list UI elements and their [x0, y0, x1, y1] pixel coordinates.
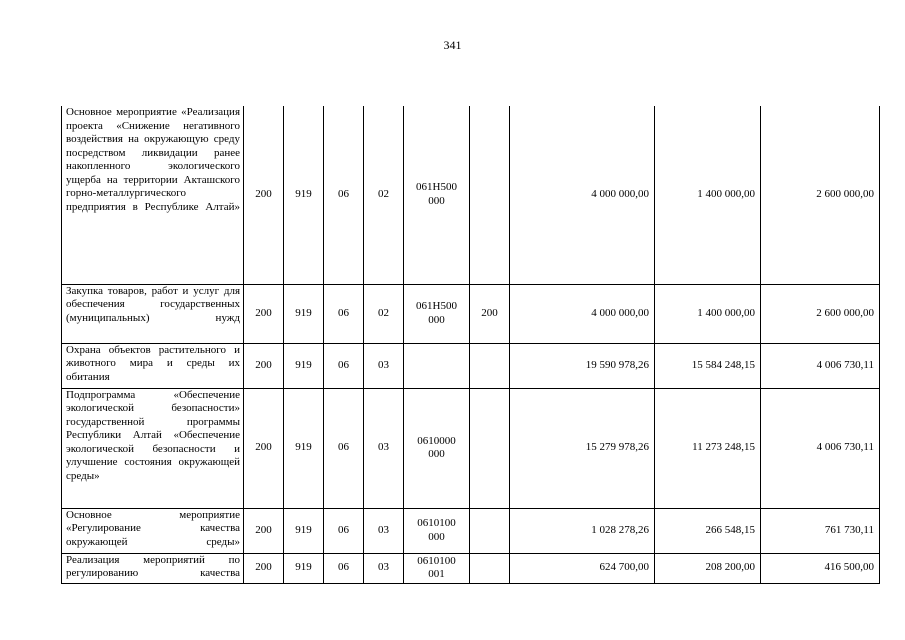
cell-amount-3: 4 006 730,11	[761, 388, 880, 508]
page-number: 341	[443, 38, 462, 52]
row-name: Основное мероприятие «Реализация проекта «Снижение негативного воздействия на окружающую среду посредством ликвидации ранее накопленного экологического ущерба на территории Акташского горно-металлургического предприятия в Республике Алтай»	[62, 106, 244, 284]
cell-code-1: 200	[244, 508, 284, 553]
cell-code-6: 200	[470, 284, 510, 343]
cell-code-3: 06	[324, 343, 364, 388]
cell-code-2: 919	[284, 284, 324, 343]
cell-amount-3: 2 600 000,00	[761, 106, 880, 284]
cell-code-6	[470, 343, 510, 388]
cell-amount-3: 416 500,00	[761, 553, 880, 583]
cell-code-1: 200	[244, 284, 284, 343]
cell-code-6	[470, 388, 510, 508]
table-row	[62, 508, 880, 553]
cell-code-1: 200	[244, 106, 284, 284]
cell-amount-1: 1 028 278,26	[510, 508, 655, 553]
cell-code-5: 0610100 000	[404, 508, 470, 553]
cell-amount-1: 624 700,00	[510, 553, 655, 583]
table-row	[62, 284, 880, 343]
cell-amount-1: 15 279 978,26	[510, 388, 655, 508]
cell-amount-2: 11 273 248,15	[655, 388, 761, 508]
cell-code-4: 03	[364, 388, 404, 508]
table-row	[62, 106, 880, 284]
cell-code-4: 03	[364, 343, 404, 388]
table-row	[62, 388, 880, 508]
cell-amount-2: 208 200,00	[655, 553, 761, 583]
row-name: Основное мероприятие «Регулирование качества окружающей среды»	[62, 508, 244, 553]
cell-amount-3: 4 006 730,11	[761, 343, 880, 388]
cell-code-4: 02	[364, 284, 404, 343]
cell-code-3: 06	[324, 388, 364, 508]
cell-code-2: 919	[284, 508, 324, 553]
cell-code-5: 0610100 001	[404, 553, 470, 583]
cell-code-5: 061H500 000	[404, 106, 470, 284]
cell-code-6	[470, 508, 510, 553]
cell-code-5: 0610000 000	[404, 388, 470, 508]
cell-code-1: 200	[244, 343, 284, 388]
cell-code-3: 06	[324, 106, 364, 284]
cell-code-5	[404, 343, 470, 388]
cell-amount-1: 4 000 000,00	[510, 284, 655, 343]
cell-amount-2: 1 400 000,00	[655, 284, 761, 343]
cell-amount-1: 4 000 000,00	[510, 106, 655, 284]
cell-amount-2: 15 584 248,15	[655, 343, 761, 388]
cell-amount-3: 2 600 000,00	[761, 284, 880, 343]
cell-code-3: 06	[324, 553, 364, 583]
cell-code-6	[470, 553, 510, 583]
cell-code-6	[470, 106, 510, 284]
cell-code-3: 06	[324, 508, 364, 553]
table-row	[62, 343, 880, 388]
cell-code-4: 03	[364, 553, 404, 583]
cell-amount-1: 19 590 978,26	[510, 343, 655, 388]
row-name: Закупка товаров, работ и услуг для обеспечения государственных (муниципальных) нужд	[62, 284, 244, 343]
cell-code-4: 02	[364, 106, 404, 284]
cell-amount-2: 266 548,15	[655, 508, 761, 553]
cell-code-1: 200	[244, 388, 284, 508]
cell-amount-2: 1 400 000,00	[655, 106, 761, 284]
cell-code-2: 919	[284, 388, 324, 508]
cell-code-2: 919	[284, 106, 324, 284]
cell-code-3: 06	[324, 284, 364, 343]
cell-code-5: 061H500 000	[404, 284, 470, 343]
cell-code-2: 919	[284, 343, 324, 388]
cell-amount-3: 761 730,11	[761, 508, 880, 553]
table-row	[62, 553, 880, 583]
budget-table	[61, 106, 880, 584]
cell-code-4: 03	[364, 508, 404, 553]
row-name: Реализация мероприятий по регулированию качества	[62, 553, 244, 583]
row-name: Подпрограмма «Обеспечение экологической безопасности» государственной программы Республики Алтай «Обеспечение экологической безопасности и улучшение состояния окружающей среды»	[62, 388, 244, 508]
cell-code-1: 200	[244, 553, 284, 583]
row-name: Охрана объектов растительного и животного мира и среды их обитания	[62, 343, 244, 388]
cell-code-2: 919	[284, 553, 324, 583]
